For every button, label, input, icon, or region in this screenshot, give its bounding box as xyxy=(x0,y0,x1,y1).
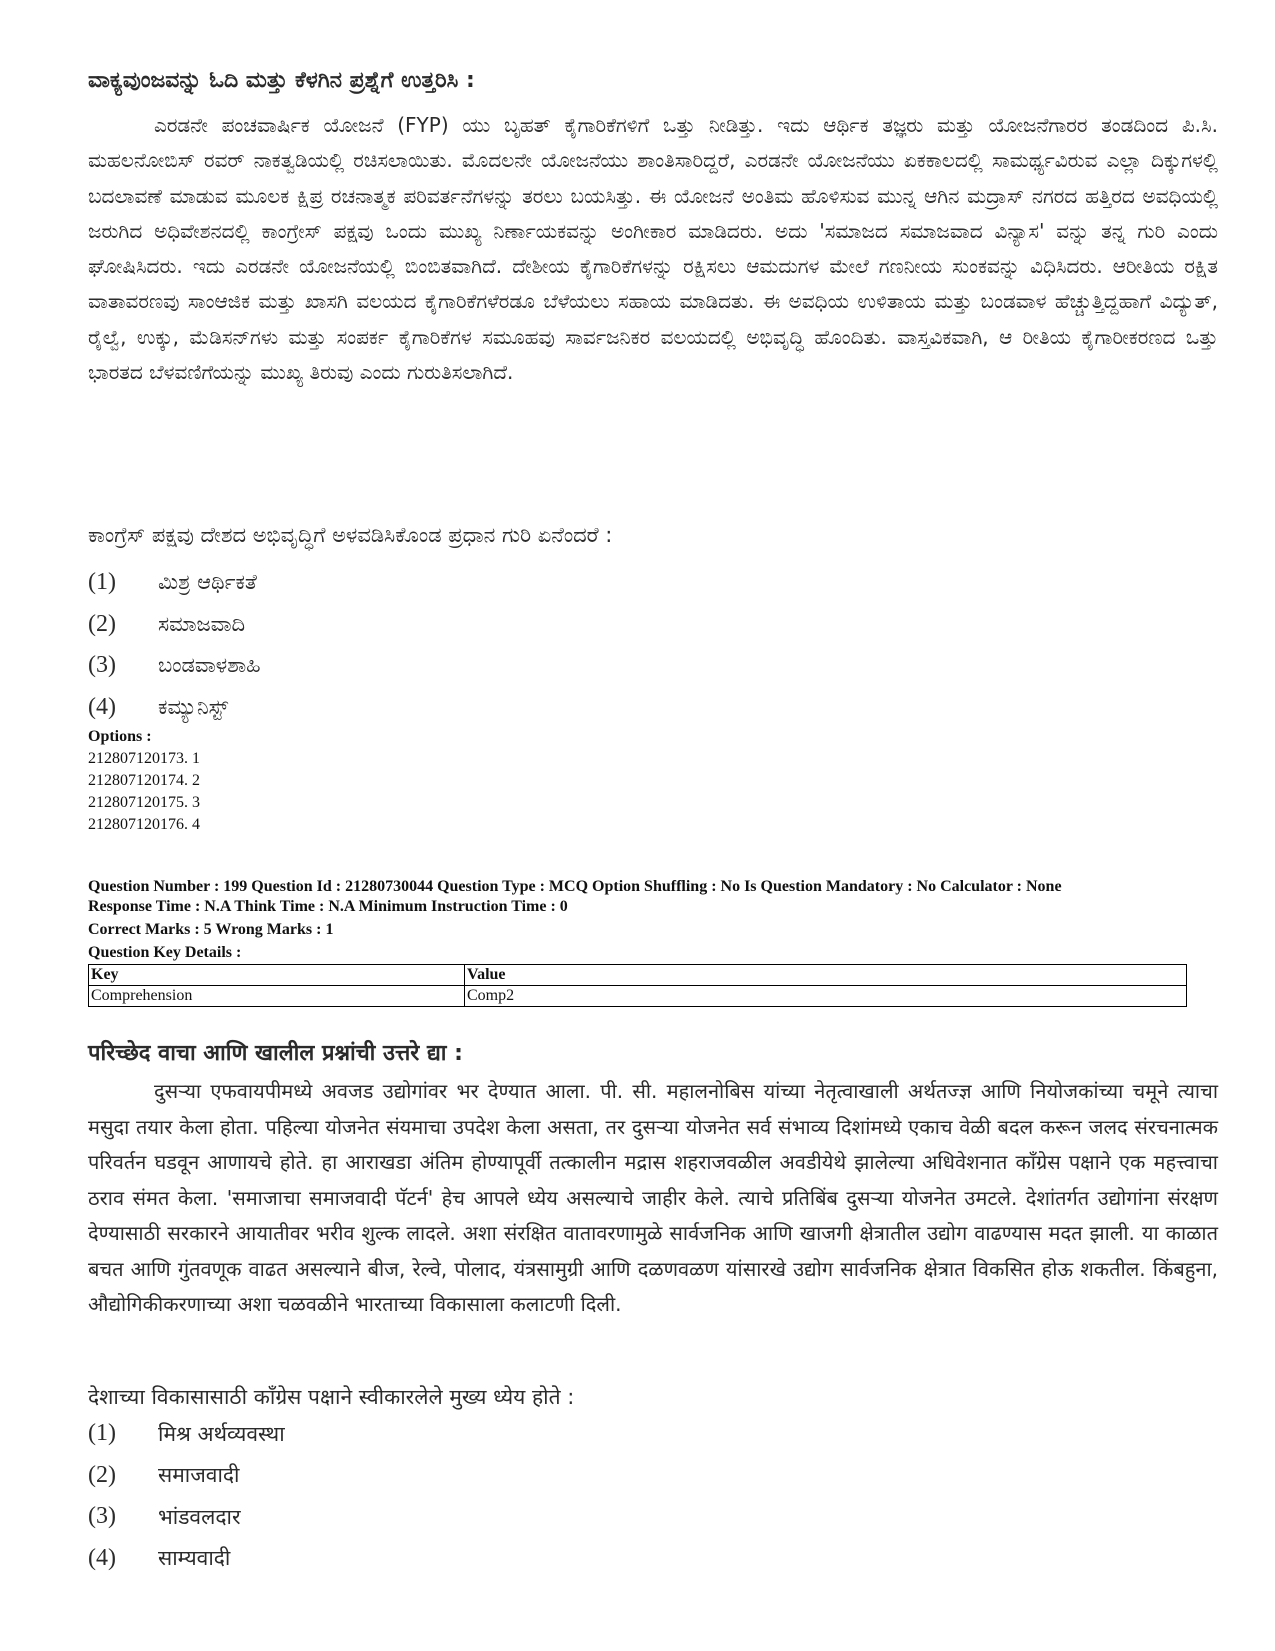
table-row xyxy=(89,986,1187,1007)
key-details-label: Question Key Details : xyxy=(88,944,242,961)
option-number: (1) xyxy=(88,569,116,596)
header-value: Value xyxy=(465,965,1187,986)
option-text: समाजवादी xyxy=(158,1463,240,1488)
option-number: (3) xyxy=(88,1503,116,1530)
marathi-options-list xyxy=(88,1413,285,1579)
kannada-option xyxy=(88,687,261,729)
option-id: 212807120176. 4 xyxy=(88,816,200,833)
marathi-option xyxy=(88,1413,285,1455)
response-time-line: Response Time : N.A Think Time : N.A Minimum Instruction Time : 0 xyxy=(88,898,568,915)
option-number: (3) xyxy=(88,652,116,679)
kannada-option xyxy=(88,604,261,646)
option-text: मिश्र अर्थव्यवस्था xyxy=(158,1421,285,1446)
option-text: भांडवलदार xyxy=(158,1504,241,1529)
marathi-question: देशाच्या विकासासाठी कॉंग्रेस पक्षाने स्वीकारलेले मुख्य ध्येय होते : xyxy=(88,1385,575,1409)
cell-value: Comp2 xyxy=(465,986,1187,1007)
table-header-row xyxy=(89,965,1187,986)
marathi-option xyxy=(88,1455,285,1497)
marks-line: Correct Marks : 5 Wrong Marks : 1 xyxy=(88,921,334,938)
option-number: (4) xyxy=(88,1544,116,1571)
option-id: 212807120173. 1 xyxy=(88,750,200,767)
marathi-passage: दुसऱ्या एफवायपीमध्ये अवजड उद्योगांवर भर देण्यात आला. पी. सी. महालनोबिस यांच्या नेतृत्वाखाली अर्थतज्ज्ञ आणि नियोजकांच्या चमूने त्याचा मसुदा तयार केला होता. पहिल्या योजनेत संयमाचा उपदेश केला असता, तर दुसऱ्या योजनेत सर्व संभाव्य दिशांमध्ये एकाच वेळी बदल करून जलद संरचनात्मक परिवर्तन घडवून आणायचे होते. हा आराखडा अंतिम होण्यापूर्वी तत्कालीन मद्रास शहराजवळील अवडीयेथे झालेल्या अधिवेशनात कॉंग्रेस पक्षाने एक महत्त्वाचा ठराव संमत केला. 'समाजाचा समाजवादी पॅटर्न' हेच आपले ध्येय असल्याचे जाहीर केले. त्याचे प्रतिबिंब दुसऱ्या योजनेत उमटले. देशांतर्गत उद्योगांना संरक्षण देण्यासाठी सरकारने आयातीवर भरीव शुल्क लादले. अशा संरक्षित वातावरणामुळे सार्वजनिक आणि खाजगी क्षेत्रातील उद्योग वाढण्यास मदत झाली. या काळात बचत आणि गुंतवणूक वाढत असल्याने बीज, रेल्वे, पोलाद, यंत्रसामुग्री आणि दळणवळण यांसारखे उद्योग सार्वजनिक क्षेत्रात विकसित होऊ शकतील. किंबहुना, औद्योगिकीकरणाच्या अशा चळवळीने भारताच्या विकासाला कलाटणी दिली. xyxy=(88,1079,1218,1316)
kannada-options-list xyxy=(88,562,261,728)
option-number: (1) xyxy=(88,1420,116,1447)
kannada-passage: ಎರಡನೇ ಪಂಚವಾರ್ಷಿಕ ಯೋಜನೆ (FYP) ಯು ಬೃಹತ್ ಕೈಗಾರಿಕೆಗಳಿಗೆ ಒತ್ತು ನೀಡಿತ್ತು. ಇದು ಆರ್ಥಿಕ ತಜ್ಞರು ಮತ್ತು ಯೋಜನೆಗಾರರ ತಂಡದಿಂದ ಪಿ.ಸಿ. ಮಹಲನೋಬಿಸ್ ರವರ್ ನಾಕತ್ವಡಿಯಲ್ಲಿ ರಚಿಸಲಾಯಿತು. ಮೊದಲನೇ ಯೋಜನೆಯು ಶಾಂತಿಸಾರಿದ್ದರೆ, ಎರಡನೇ ಯೋಜನೆಯು ಏಕಕಾಲದಲ್ಲಿ ಸಾಮರ್ಥ್ಯವಿರುವ ಎಲ್ಲಾ ದಿಕ್ಕುಗಳಲ್ಲಿ ಬದಲಾವಣೆ ಮಾಡುವ ಮೂಲಕ ಕ್ಷಿಪ್ರ ರಚನಾತ್ಮಕ ಪರಿವರ್ತನೆಗಳನ್ನು ತರಲು ಬಯಸಿತ್ತು. ಈ ಯೋಜನೆ ಅಂತಿಮ ಹೊಳಿಸುವ ಮುನ್ನ ಆಗಿನ ಮದ್ರಾಸ್ ನಗರದ ಹತ್ತಿರದ ಅವಧಿಯಲ್ಲಿ ಜರುಗಿದ ಅಧಿವೇಶನದಲ್ಲಿ ಕಾಂಗ್ರೇಸ್ ಪಕ್ಷವು ಒಂದು ಮುಖ್ಯ ನಿರ್ಣಾಯಕವನ್ನು ಅಂಗೀಕಾರ ಮಾಡಿದರು. ಅದು 'ಸಮಾಜದ ಸಮಾಜವಾದ ವಿನ್ಯಾಸ' ವನ್ನು ತನ್ನ ಗುರಿ ಎಂದು ಘೋಷಿಸಿದರು. ಇದು ಎರಡನೇ ಯೋಜನೆಯಲ್ಲಿ ಬಿಂಬಿತವಾಗಿದೆ. ದೇಶೀಯ ಕೈಗಾರಿಕೆಗಳನ್ನು ರಕ್ಷಿಸಲು ಆಮದುಗಳ ಮೇಲೆ ಗಣನೀಯ ಸುಂಕವನ್ನು ವಿಧಿಸಿದರು. ಆರೀತಿಯ ರಕ್ಷಿತ ವಾತಾವರಣವು ಸಾಂಆಜಿಕ ಮತ್ತು ಖಾಸಗಿ ವಲಯದ ಕೈಗಾರಿಕೆಗಳೆರಡೂ ಬೆಳೆಯಲು ಸಹಾಯ ಮಾಡಿದತು. ಈ ಅವಧಿಯ ಉಳಿತಾಯ ಮತ್ತು ಬಂಡವಾಳ ಹೆಚ್ಚುತ್ತಿದ್ದಹಾಗೆ ವಿದ್ಯುತ್, ರೈಲ್ವೆ, ಉಕ್ಕು, ಮೆಡಿಸನ್‌ಗಳು ಮತ್ತು ಸಂಪರ್ಕ ಕೈಗಾರಿಕೆಗಳ ಸಮೂಹವು ಸಾರ್ವಜನಿಕರ ವಲಯದಲ್ಲಿ ಅಭಿವೃದ್ಧಿ ಹೊಂದಿತು. ವಾಸ್ತವಿಕವಾಗಿ, ಆ ರೀತಿಯ ಕೈಗಾರೀಕರಣದ ಒತ್ತು ಭಾರತದ ಬೆಳವಣಿಗೆಯನ್ನು ಮುಖ್ಯ ತಿರುವು ಎಂದು ಗುರುತಿಸಲಾಗಿದೆ. xyxy=(88,113,1218,385)
kannada-question: ಕಾಂಗ್ರೆಸ್ ಪಕ್ಷವು ದೇಶದ ಅಭಿವೃದ್ಧಿಗೆ ಅಳವಡಿಸಿಕೊಂಡ ಪ್ರಧಾನ ಗುರಿ ಏನೆಂದರೆ : xyxy=(88,523,613,547)
option-text: ಮಿಶ್ರ ಆರ್ಥಿಕತೆ xyxy=(158,570,257,595)
option-number: (2) xyxy=(88,1461,116,1488)
option-id: 212807120174. 2 xyxy=(88,772,200,789)
cell-key: Comprehension xyxy=(89,986,465,1007)
option-id: 212807120175. 3 xyxy=(88,794,200,811)
option-text: ಕಮ್ಯುನಿಸ್ಟ್ xyxy=(158,694,229,719)
question-metadata xyxy=(88,877,1198,963)
kannada-option xyxy=(88,562,261,604)
option-text: ಬಂಡವಾಳಶಾಹಿ xyxy=(158,653,261,678)
question-key-table xyxy=(88,964,1187,1007)
option-text: ಸಮಾಜವಾದಿ xyxy=(158,611,246,636)
option-number: (4) xyxy=(88,693,116,720)
kannada-option xyxy=(88,645,261,687)
option-text: साम्यवादी xyxy=(158,1546,231,1571)
options-label: Options : xyxy=(88,728,152,745)
marathi-heading: परिच्छेद वाचा आणि खालील प्रश्नांची उत्तरे द्या : xyxy=(88,1041,463,1066)
header-key: Key xyxy=(89,965,465,986)
question-info-line: Question Number : 199 Question Id : 21280730044 Question Type : MCQ Option Shuffling : No Is Question Mandatory : No Calculator : None xyxy=(88,878,1062,895)
kannada-heading: ವಾಕ್ಯವುಂಜವನ್ನು ಓದಿ ಮತ್ತು ಕೆಳಗಿನ ಪ್ರಶ್ನೆಗೆ ಉತ್ತರಿಸಿ : xyxy=(88,68,475,93)
marathi-option xyxy=(88,1496,285,1538)
option-number: (2) xyxy=(88,610,116,637)
marathi-option xyxy=(88,1538,285,1580)
options-id-list xyxy=(88,726,200,836)
